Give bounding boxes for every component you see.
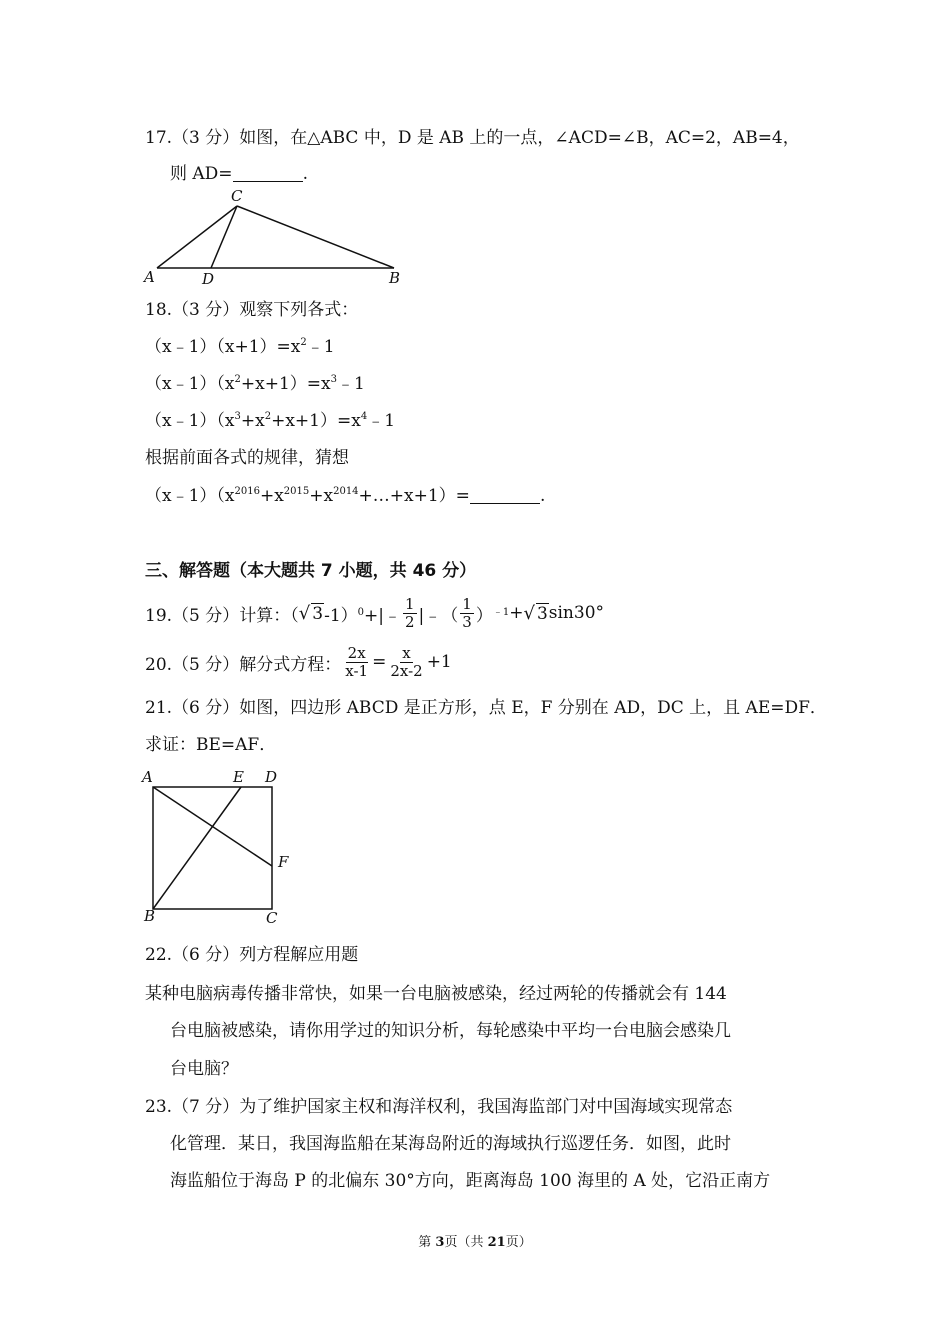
q18-eq2: $(x﹣1)(x^2+x+1)=x^3﹣1$ (145, 374, 365, 394)
q22-line2: 台电脑被感染，请你用学过的知识分析，每轮感染中平均一台电脑会感染几 (170, 1021, 731, 1041)
label-a: A (144, 268, 155, 286)
page-footer: 第 3页（共 21页） (418, 1235, 532, 1250)
q22-title: 22.（6 分）列方程解应用题 (145, 945, 359, 965)
section-heading: 三、解答题（本大题共 7 小题，共 46 分） (145, 561, 477, 581)
q20-line: 20.（5 分）解分式方程： $\frac{2x}{x-1}$ = $\frac{x}{2x-2}$ +1 (145, 643, 452, 680)
q19-frac-third: $\frac{1}{3}$ (462, 594, 472, 631)
q17-prefix: 则 AD= (170, 164, 233, 184)
square-abcd (153, 787, 272, 909)
label-b: B (389, 269, 401, 287)
q23-line1: 23.（7 分）为了维护国家主权和海洋权利，我国海监部门对中国海域实现常态 (145, 1097, 733, 1117)
q21-line2: 求证：BE=AF． (145, 735, 277, 755)
q18-title: 18.（3 分）观察下列各式： (145, 300, 359, 320)
q18-rule: 根据前面各式的规律，猜想 (145, 448, 349, 468)
q23-line3: 海监船位于海岛 P 的北偏东 30°方向，距离海岛 100 海里的 A 处，它沿正南方 (170, 1171, 771, 1191)
q18-eq1: $(x﹣1)(x+1)=x^2﹣1$ (145, 337, 335, 357)
q23-line2: 化管理．某日，我国海监船在某海岛附近的海域执行巡逻任务．如图，此时 (170, 1134, 731, 1154)
q17-line2 (170, 163, 308, 185)
q19-frac-half: $\frac{1}{2}$ (405, 594, 415, 631)
q17-triangle-figure (138, 185, 413, 290)
label-b: B (144, 907, 156, 925)
q17-suffix: . (302, 164, 308, 184)
q20-frac-left: $\frac{2x}{x-1}$ (345, 643, 369, 680)
label-a: A (142, 768, 153, 786)
page-total: 21 (487, 1235, 506, 1250)
page-number: 3 (435, 1235, 445, 1250)
q21-line1: 21.（6 分）如图，四边形 ABCD 是正方形，点 E，F 分别在 AD，DC 上，且 AE=DF． (145, 698, 827, 718)
q22-line1: 某种电脑病毒传播非常快，如果一台电脑被感染，经过两轮的传播就会有 144 (145, 984, 727, 1004)
label-c: C (266, 909, 278, 927)
q19-line: 19.（5 分）计算：（ √ 3 -1） 0 +|﹣ $\frac{1}{2}$ |﹣（ $\frac{1}{3}$ ） ﹣1 + √ 3 sin30° (145, 594, 605, 631)
q18-answer-blank (470, 486, 540, 504)
label-d: D (202, 270, 215, 288)
q17-line1: 17.（3 分）如图，在△ABC 中，D 是 AB 上的一点，∠ACD=∠B，AC=2，AB=4， (145, 128, 800, 148)
q18-guess: $(x﹣1)(x^{2016}+x^{2015}+x^{2014}+\dots+x+1)=$ . (145, 486, 546, 506)
q17-answer-blank (233, 164, 303, 182)
label-f: F (278, 853, 289, 871)
label-d: D (265, 768, 278, 786)
segment-be (153, 787, 241, 909)
label-e: E (233, 768, 244, 786)
q21-square-figure (138, 766, 298, 928)
segment-ac (157, 206, 237, 268)
q20-frac-right: $\frac{x}{2x-2}$ (390, 643, 423, 680)
q22-line3: 台电脑？ (170, 1059, 238, 1079)
q18-eq3: $(x﹣1)(x^3+x^2+x+1)=x^4﹣1$ (145, 411, 396, 431)
segment-cb (237, 206, 394, 268)
label-c: C (231, 187, 243, 205)
